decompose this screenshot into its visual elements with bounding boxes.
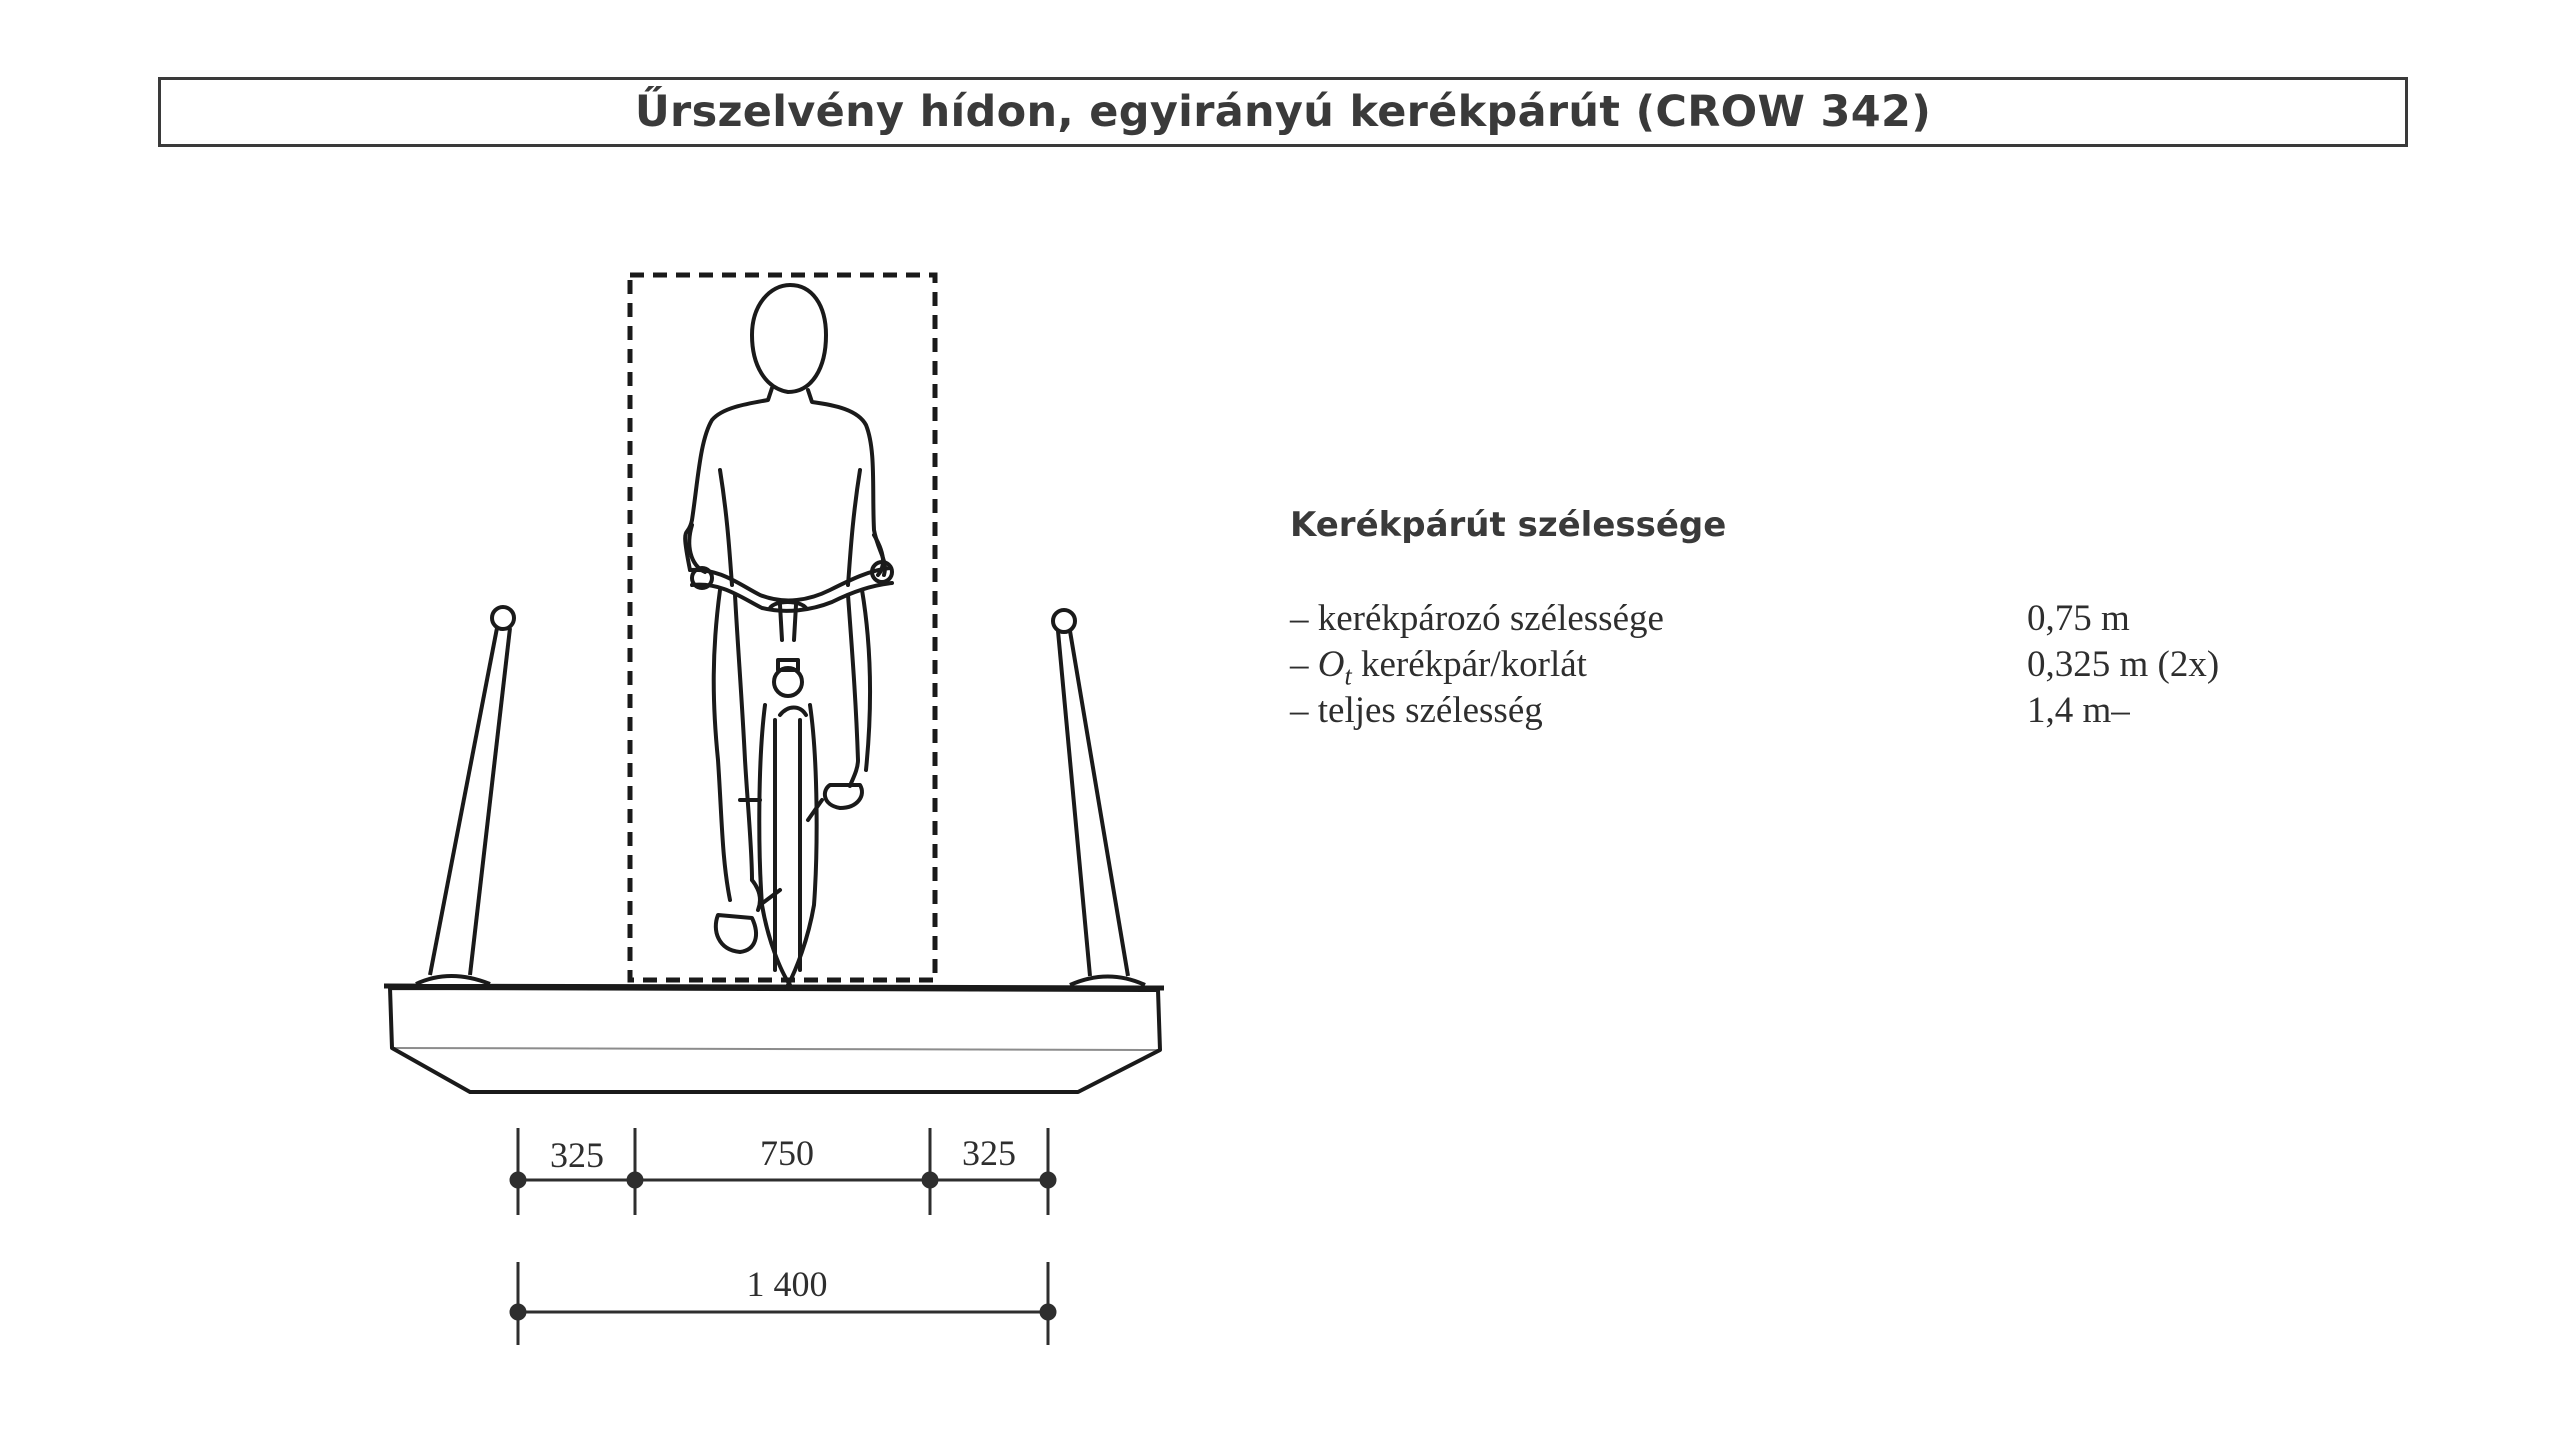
left-railing-post <box>416 607 514 984</box>
clearance-symbol: O <box>1317 644 1345 685</box>
width-info-panel <box>1290 505 2290 735</box>
info-row-value: 1,4 m– <box>2027 690 2130 731</box>
info-heading: Kerékpárút szélessége <box>1290 505 1727 545</box>
dimension-label-right: 325 <box>962 1133 1016 1173</box>
clearance-subscript: t <box>1344 661 1352 691</box>
info-row-value: 0,325 m (2x) <box>2027 644 2220 685</box>
info-row-label: – kerékpározó szélessége <box>1290 598 1664 639</box>
cyclist-figure <box>685 285 892 985</box>
info-row-label: – $O_t$ kerékpár/korlát <box>1290 644 1587 691</box>
bridge-deck <box>384 986 1164 1092</box>
dimension-label-total: 1 400 <box>746 1264 828 1304</box>
info-row-value: 0,75 m <box>2027 598 2130 639</box>
dimension-label-center: 750 <box>760 1133 814 1173</box>
info-row-cyclist-width <box>1290 597 2290 643</box>
info-row-label: – teljes szélesség <box>1290 690 1543 731</box>
dimension-label-left: 325 <box>550 1135 604 1175</box>
right-railing-post <box>1053 610 1145 985</box>
info-row-total-width <box>1290 689 2290 735</box>
page-title: Űrszelvény hídon, egyirányú kerékpárút (CROW 342) <box>634 87 1932 137</box>
info-row-clearance <box>1290 643 2290 689</box>
